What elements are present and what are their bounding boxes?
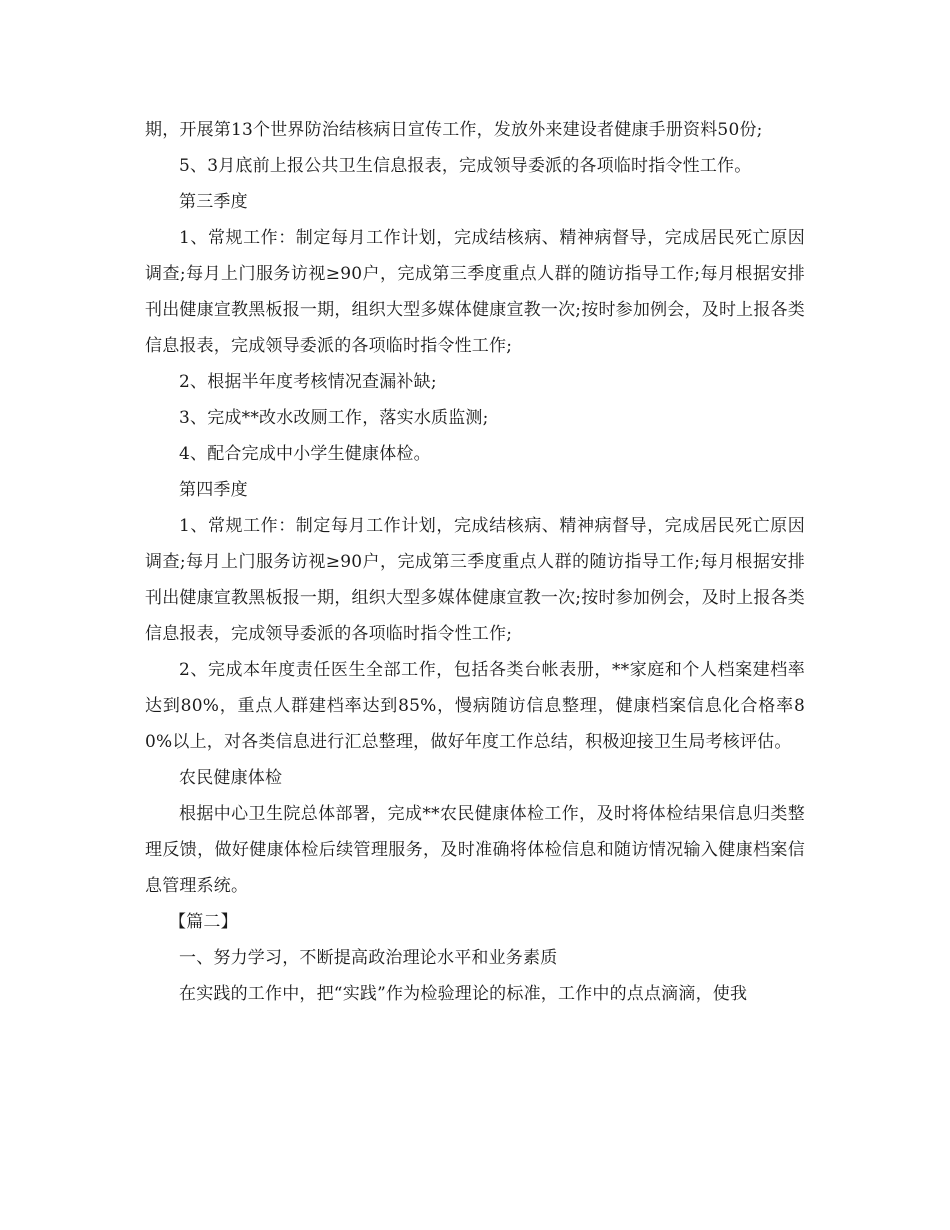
paragraph-practice: 在实践的工作中，把“实践”作为检验理论的标准，工作中的点点滴滴，使我	[179, 984, 748, 1004]
paragraph-q3-item-1: 1、常规工作：制定每月工作计划，完成结核病、精神病督导，完成居民死亡原因调查;每月上门服务访视≥90户，完成第三季度重点人群的随访指导工作;每月根据安排刊出健康宣教黑板报一期，组织大型多媒体健康宣教一次;按时参加例会，及时上报各类信息报表，完成领导委派的各项临时指令性工作;	[145, 228, 805, 356]
paragraph-q3-item-4: 4、配合完成中小学生健康体检。	[179, 444, 431, 464]
section-marker-part-two: 【篇二】	[169, 912, 238, 932]
heading-third-quarter: 第三季度	[179, 192, 248, 212]
paragraph-item-5: 5、3月底前上报公共卫生信息报表，完成领导委派的各项临时指令性工作。	[179, 156, 752, 176]
paragraph-farmer-health-check: 根据中心卫生院总体部署，完成**农民健康体检工作，及时将体检结果信息归类整理反馈，做好健康体检后续管理服务，及时准确将体检信息和随访情况输入健康档案信息管理系统。	[145, 804, 805, 896]
paragraph-q4-item-1: 1、常规工作：制定每月工作计划，完成结核病、精神病督导，完成居民死亡原因调查;每月上门服务访视≥90户，完成第三季度重点人群的随访指导工作;每月根据安排刊出健康宣教黑板报一期，组织大型多媒体健康宣教一次;按时参加例会，及时上报各类信息报表，完成领导委派的各项临时指令性工作;	[145, 516, 805, 644]
paragraph-q3-item-3: 3、完成**改水改厕工作，落实水质监测;	[179, 408, 489, 428]
heading-study-improve: 一、努力学习，不断提高政治理论水平和业务素质	[179, 948, 558, 968]
document-body	[145, 112, 805, 1012]
heading-farmer-health-check: 农民健康体检	[179, 768, 283, 788]
paragraph-q3-item-2: 2、根据半年度考核情况查漏补缺;	[179, 372, 437, 392]
paragraph-q4-item-2: 2、完成本年度责任医生全部工作，包括各类台帐表册，**家庭和个人档案建档率达到80%，重点人群建档率达到85%，慢病随访信息整理，健康档案信息化合格率80%以上，对各类信息进行汇总整理，做好年度工作总结，积极迎接卫生局考核评估。	[145, 660, 805, 752]
heading-fourth-quarter: 第四季度	[179, 480, 248, 500]
paragraph-continuation: 期，开展第13个世界防治结核病日宣传工作，发放外来建设者健康手册资料50份;	[145, 120, 763, 140]
